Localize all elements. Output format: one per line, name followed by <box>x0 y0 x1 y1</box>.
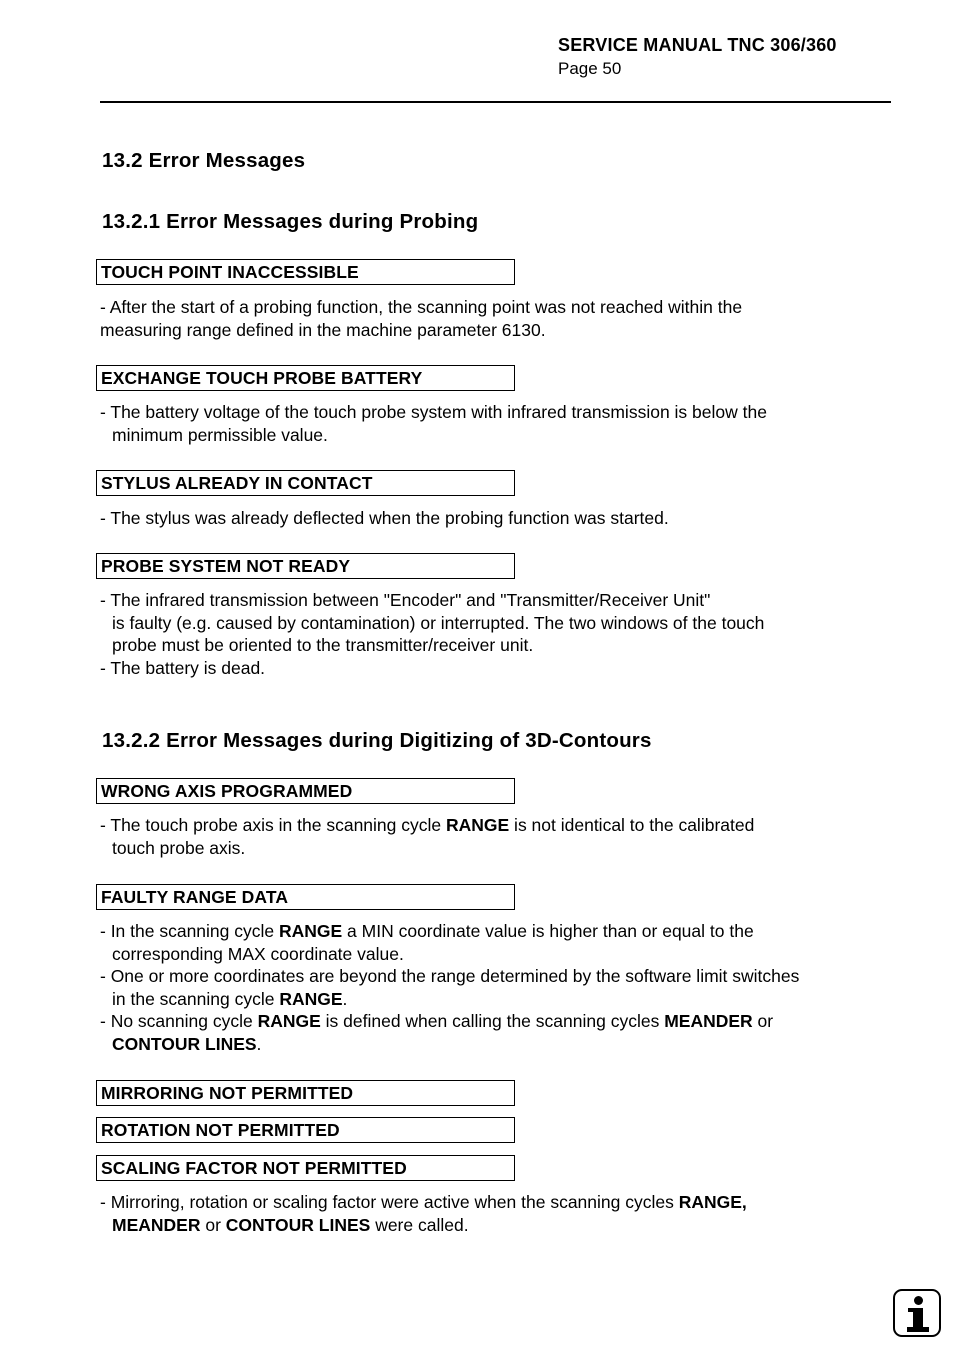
description-line: - One or more coordinates are beyond the range determined by the software limit switches <box>100 966 800 987</box>
description-line <box>100 1214 900 1237</box>
description-line: probe must be oriented to the transmitter/receiver unit. <box>112 635 534 656</box>
keyword-contour-lines: CONTOUR LINES <box>225 1214 371 1235</box>
error-label-wrong-axis: WRONG AXIS PROGRAMMED <box>96 778 515 804</box>
error-description-stylus <box>100 507 900 530</box>
error-label-scaling: SCALING FACTOR NOT PERMITTED <box>96 1155 515 1181</box>
section-heading-probing: 13.2.1 Error Messages during Probing <box>102 210 479 233</box>
page-number: Page 50 <box>558 59 622 78</box>
description-line: is faulty (e.g. caused by contamination) or interrupted. The two windows of the touch <box>112 612 765 633</box>
text-run: or <box>752 1011 774 1032</box>
text-run: is not identical to the calibrated <box>509 815 755 835</box>
description-line: - The infrared transmission between "Encoder" and "Transmitter/Receiver Unit" <box>100 590 711 610</box>
description-line <box>100 814 900 837</box>
description-line: minimum permissible value. <box>112 424 328 445</box>
section-heading-error-messages: 13.2 Error Messages <box>102 149 306 172</box>
keyword-contour-lines: CONTOUR LINES <box>112 1033 257 1054</box>
description-line <box>100 1010 900 1033</box>
text-run: in the scanning cycle <box>112 988 280 1009</box>
info-icon-base <box>907 1327 929 1332</box>
description-line <box>100 1191 900 1214</box>
info-icon-dot <box>914 1296 923 1305</box>
keyword-range: RANGE <box>257 1011 321 1032</box>
description-line: - The stylus was already deflected when the probing function was started. <box>100 508 669 528</box>
error-description-wrong-axis <box>100 814 900 859</box>
text-run: - Mirroring, rotation or scaling factor were active when the scanning cycles <box>100 1192 679 1212</box>
error-description-scaling <box>100 1191 900 1236</box>
info-icon-stem <box>913 1308 923 1329</box>
description-line: - The battery is dead. <box>100 657 266 678</box>
description-line <box>100 988 900 1011</box>
error-label-probe-not-ready: PROBE SYSTEM NOT READY <box>96 553 515 579</box>
keyword-range: RANGE <box>278 921 343 941</box>
error-description-battery <box>100 401 900 446</box>
text-run: - No scanning cycle <box>100 1011 258 1032</box>
error-description-probe-not-ready <box>100 589 900 679</box>
description-line <box>100 920 900 943</box>
error-label-faulty-range: FAULTY RANGE DATA <box>96 884 515 910</box>
description-line: touch probe axis. <box>112 837 246 858</box>
error-label-stylus-in-contact: STYLUS ALREADY IN CONTACT <box>96 470 515 496</box>
error-label-mirroring: MIRRORING NOT PERMITTED <box>96 1080 515 1106</box>
manual-title: SERVICE MANUAL TNC 306/360 <box>558 35 837 55</box>
info-icon <box>893 1289 941 1337</box>
text-run: - In the scanning cycle <box>100 921 279 941</box>
text-run: a MIN coordinate value is higher than or equal to the <box>342 921 754 941</box>
error-label-touch-point-inaccessible: TOUCH POINT INACCESSIBLE <box>96 259 515 285</box>
keyword-range: RANGE <box>279 988 343 1009</box>
description-line: - The battery voltage of the touch probe system with infrared transmission is below the <box>100 402 767 422</box>
keyword-meander: MEANDER <box>664 1011 753 1032</box>
text-run: is defined when calling the scanning cycles <box>320 1011 665 1032</box>
description-line: corresponding MAX coordinate value. <box>112 943 404 964</box>
text-run: or <box>200 1214 226 1235</box>
error-description-faulty-range <box>100 920 900 1056</box>
keyword-meander: MEANDER <box>112 1214 201 1235</box>
description-line <box>100 1033 900 1056</box>
error-label-rotation: ROTATION NOT PERMITTED <box>96 1117 515 1143</box>
section-heading-digitizing: 13.2.2 Error Messages during Digitizing of 3D-Contours <box>102 729 652 752</box>
text-run: . <box>256 1033 262 1054</box>
error-description-touch-point <box>100 296 900 341</box>
description-line: measuring range defined in the machine parameter 6130. <box>100 319 546 340</box>
header-divider <box>100 101 891 103</box>
text-run: were called. <box>370 1214 469 1235</box>
description-line: - After the start of a probing function, the scanning point was not reached within the <box>100 297 743 317</box>
keyword-range: RANGE, <box>678 1192 747 1212</box>
keyword-range: RANGE <box>445 815 510 835</box>
text-run: - The touch probe axis in the scanning cycle <box>100 815 446 835</box>
error-label-exchange-battery: EXCHANGE TOUCH PROBE BATTERY <box>96 365 515 391</box>
text-run: . <box>342 988 348 1009</box>
